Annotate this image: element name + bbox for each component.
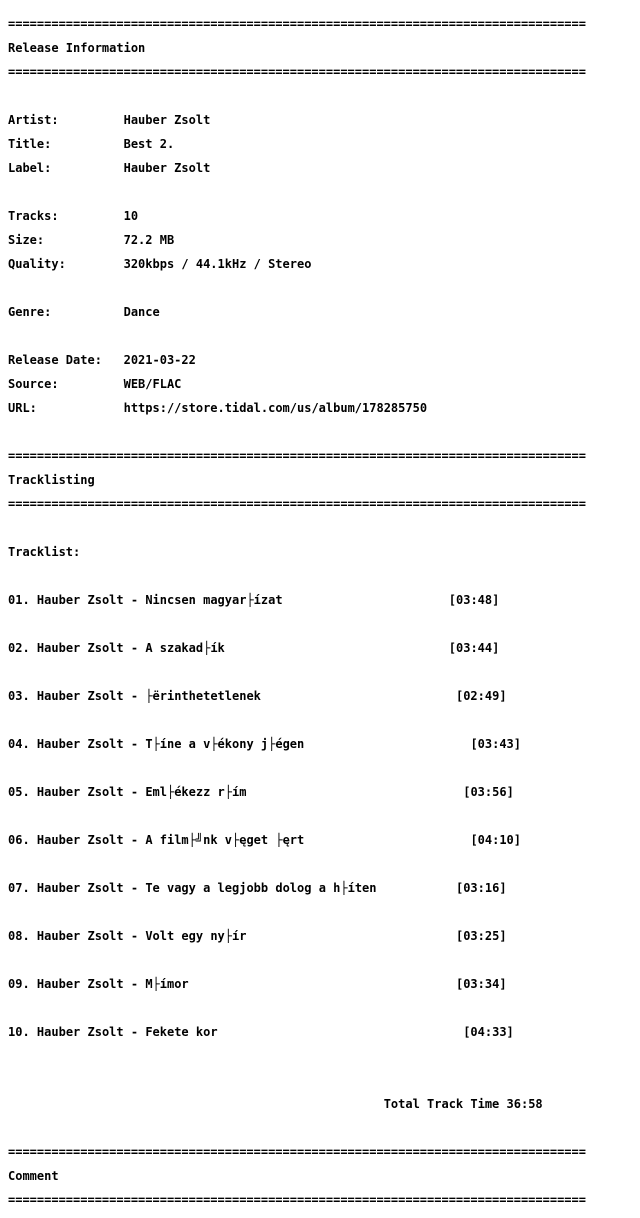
track-number: 06. xyxy=(8,833,30,847)
label-row xyxy=(8,162,640,174)
size-row xyxy=(8,234,640,246)
track-number: 08. xyxy=(8,929,30,943)
track-title: M├ímor xyxy=(145,977,189,991)
track-row: 08. Hauber Zsolt - Volt egy ny├ír [03:25] xyxy=(8,929,507,943)
separator: ================================================================================ xyxy=(8,497,586,511)
size-value: 72.2 MB xyxy=(123,233,175,247)
track-title: T├íne a v├ékony j├égen xyxy=(145,737,305,751)
track-row: 07. Hauber Zsolt - Te vagy a legjobb dolog a h├íten [03:16] xyxy=(8,881,507,895)
release-date-label: Release Date: xyxy=(8,353,102,367)
section-release-information: Release Information xyxy=(8,41,146,55)
source-row xyxy=(8,378,640,390)
source-label: Source: xyxy=(8,377,59,391)
url-link[interactable]: https://store.tidal.com/us/album/178285750 xyxy=(123,401,428,415)
separator: ================================================================================ xyxy=(8,449,586,463)
tracks-value: 10 xyxy=(123,209,139,223)
title-row xyxy=(8,138,640,150)
track-title: Volt egy ny├ír xyxy=(145,929,247,943)
section-tracklisting: Tracklisting xyxy=(8,473,95,487)
track-artist: Hauber Zsolt xyxy=(36,1025,124,1039)
track-row: 03. Hauber Zsolt - ├ërinthetetlenek [02:49] xyxy=(8,689,507,703)
quality-value: 320kbps / 44.1kHz / Stereo xyxy=(123,257,312,271)
release-date-value: 2021-03-22 xyxy=(123,353,196,367)
genre-value: Dance xyxy=(123,305,160,319)
label-value: Hauber Zsolt xyxy=(123,161,211,175)
release-date-row xyxy=(8,354,640,366)
track-time: [04:33] xyxy=(463,1025,514,1039)
artist-row xyxy=(8,114,640,126)
url-label: URL: xyxy=(8,401,37,415)
tracks-row xyxy=(8,210,640,222)
track-artist: Hauber Zsolt xyxy=(36,977,124,991)
track-number: 05. xyxy=(8,785,30,799)
section-comment: Comment xyxy=(8,1169,59,1183)
track-artist: Hauber Zsolt xyxy=(36,881,124,895)
title-value: Best 2. xyxy=(123,137,175,151)
total-track-time-label: Total Track Time xyxy=(383,1097,500,1111)
track-row: 09. Hauber Zsolt - M├ímor [03:34] xyxy=(8,977,507,991)
track-artist: Hauber Zsolt xyxy=(36,641,124,655)
track-time: [03:16] xyxy=(455,881,507,895)
track-time: [03:56] xyxy=(463,785,514,799)
track-time: [03:25] xyxy=(455,929,507,943)
track-title: Eml├ékezz r├ím xyxy=(145,785,247,799)
track-number: 04. xyxy=(8,737,30,751)
source-value: WEB/FLAC xyxy=(123,377,182,391)
track-row: 10. Hauber Zsolt - Fekete kor [04:33] xyxy=(8,1025,514,1039)
total-track-time-row xyxy=(8,1098,640,1110)
track-row: 01. Hauber Zsolt - Nincsen magyar├ízat [03:48] xyxy=(8,593,500,607)
label-label: Label: xyxy=(8,161,52,175)
track-number: 07. xyxy=(8,881,30,895)
track-title: A szakad├ík xyxy=(145,641,225,655)
separator: ================================================================================ xyxy=(8,1145,586,1159)
title-label: Title: xyxy=(8,137,52,151)
track-artist: Hauber Zsolt xyxy=(36,929,124,943)
track-number: 10. xyxy=(8,1025,30,1039)
track-title: Te vagy a legjobb dolog a h├íten xyxy=(145,881,377,895)
track-artist: Hauber Zsolt xyxy=(36,833,124,847)
track-time: [03:48] xyxy=(448,593,500,607)
genre-row xyxy=(8,306,640,318)
track-time: [02:49] xyxy=(455,689,507,703)
genre-label: Genre: xyxy=(8,305,52,319)
track-row: 04. Hauber Zsolt - T├íne a v├ékony j├égen [03:43] xyxy=(8,737,522,751)
track-row: 05. Hauber Zsolt - Eml├ékezz r├ím [03:56] xyxy=(8,785,514,799)
track-number: 01. xyxy=(8,593,30,607)
separator: ================================================================================ xyxy=(8,65,586,79)
artist-value: Hauber Zsolt xyxy=(123,113,211,127)
artist-label: Artist: xyxy=(8,113,59,127)
url-row xyxy=(8,402,640,414)
track-row: 06. Hauber Zsolt - A film├╝nk v├ęget ├ęrt [04:10] xyxy=(8,833,522,847)
track-title: A film├╝nk v├ęget ├ęrt xyxy=(145,833,305,847)
track-title: ├ërinthetetlenek xyxy=(145,689,261,703)
track-time: [03:44] xyxy=(448,641,500,655)
track-number: 09. xyxy=(8,977,30,991)
tracks-label: Tracks: xyxy=(8,209,59,223)
track-time: [03:34] xyxy=(455,977,507,991)
separator-bottom: ================================================================================ xyxy=(8,1193,586,1207)
quality-row xyxy=(8,258,640,270)
size-label: Size: xyxy=(8,233,45,247)
track-time: [03:43] xyxy=(470,737,522,751)
separator-top: ================================================================================ xyxy=(8,17,586,31)
track-artist: Hauber Zsolt xyxy=(36,689,124,703)
track-time: [04:10] xyxy=(470,833,522,847)
track-title: Nincsen magyar├ízat xyxy=(145,593,283,607)
track-number: 03. xyxy=(8,689,30,703)
total-track-time-value: 36:58 xyxy=(506,1097,543,1111)
track-artist: Hauber Zsolt xyxy=(36,593,124,607)
track-title: Fekete kor xyxy=(145,1025,218,1039)
track-artist: Hauber Zsolt xyxy=(36,737,124,751)
track-artist: Hauber Zsolt xyxy=(36,785,124,799)
quality-label: Quality: xyxy=(8,257,66,271)
tracklist-heading: Tracklist: xyxy=(8,545,81,559)
track-row: 02. Hauber Zsolt - A szakad├ík [03:44] xyxy=(8,641,500,655)
track-number: 02. xyxy=(8,641,30,655)
